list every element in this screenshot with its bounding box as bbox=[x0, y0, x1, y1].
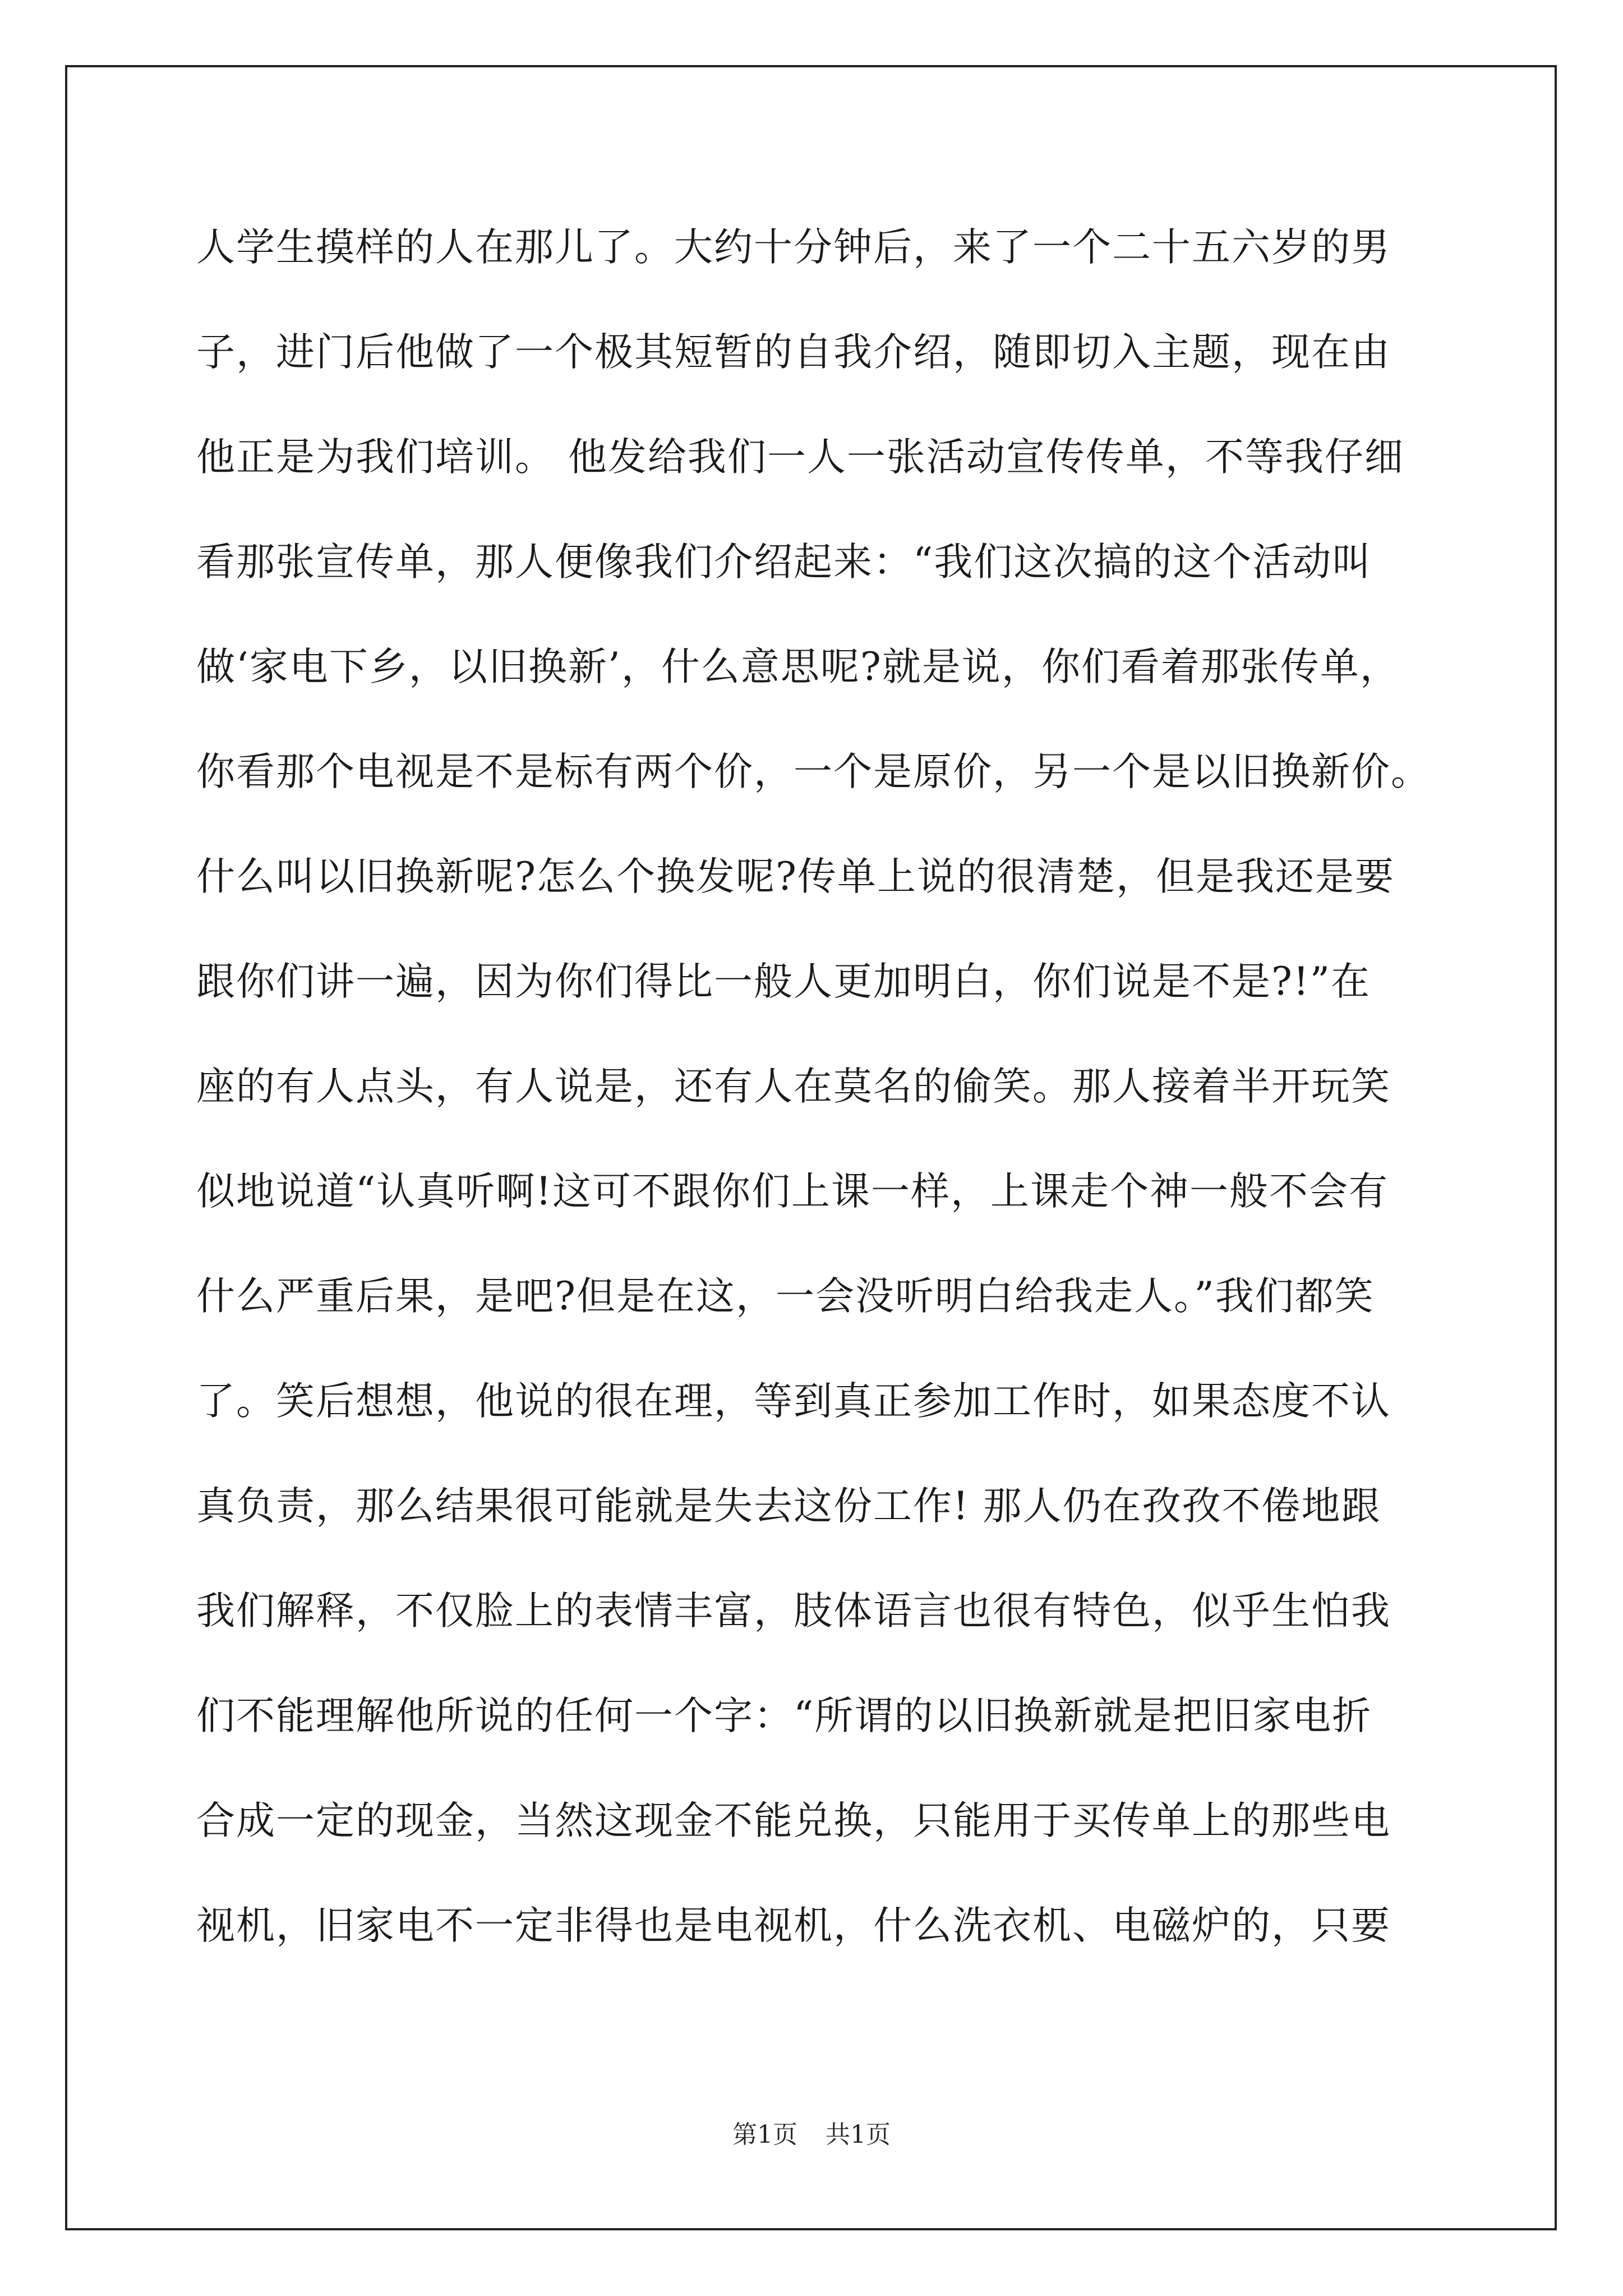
text-line: 合成一定的现金，当然这现金不能兑换，只能用于买传单上的那些电 bbox=[196, 1798, 1391, 1843]
text-line: 座的有人点头，有人说是，还有人在莫名的偷笑。那人接着半开玩笑 bbox=[196, 1064, 1391, 1109]
text-line: 他正是为我们培训。 他发给我们一人一张活动宣传传单，不等我仔细 bbox=[196, 435, 1404, 480]
text-line: 视机，旧家电不一定非得也是电视机，什么洗衣机、电磁炉的，只要 bbox=[196, 1903, 1391, 1948]
page-number: 第1页 bbox=[732, 2120, 797, 2149]
text-line: 真负责，那么结果很可能就是失去这份工作! 那人仍在孜孜不倦地跟 bbox=[196, 1484, 1381, 1529]
page-total: 共1页 bbox=[826, 2120, 891, 2149]
text-line: 跟你们讲一遍，因为你们得比一般人更加明白，你们说是不是?!”在 bbox=[196, 959, 1371, 1004]
page-footer bbox=[0, 2118, 1623, 2152]
text-line: 了。笑后想想，他说的很在理，等到真正参加工作时，如果态度不认 bbox=[196, 1379, 1391, 1424]
text-line: 你看那个电视是不是标有两个价，一个是原价，另一个是以旧换新价。 bbox=[196, 749, 1431, 794]
text-line: 什么叫以旧换新呢?怎么个换发呢?传单上说的很清楚，但是我还是要 bbox=[196, 854, 1395, 899]
text-line: 看那张宣传单，那人便像我们介绍起来：“我们这次搞的这个活动叫 bbox=[196, 540, 1372, 585]
text-line: 们不能理解他所说的任何一个字：“所谓的以旧换新就是把旧家电折 bbox=[196, 1694, 1372, 1738]
text-line: 子，进门后他做了一个极其短暂的自我介绍，随即切入主题，现在由 bbox=[196, 330, 1391, 375]
text-line: 什么严重后果，是吧?但是在这，一会没听明白给我走人。”我们都笑 bbox=[196, 1274, 1375, 1319]
text-line: 人学生摸样的人在那儿了。大约十分钟后，来了一个二十五六岁的男 bbox=[196, 225, 1391, 270]
text-line: 我们解释，不仅脸上的表情丰富，肢体语言也很有特色，似乎生怕我 bbox=[196, 1589, 1391, 1634]
text-line: 似地说道“认真听啊!这可不跟你们上课一样，上课走个神一般不会有 bbox=[196, 1169, 1389, 1214]
document-body bbox=[196, 217, 1447, 2000]
text-line: 做‘家电下乡，以旧换新’，什么意思呢?就是说，你们看着那张传单， bbox=[196, 645, 1400, 689]
